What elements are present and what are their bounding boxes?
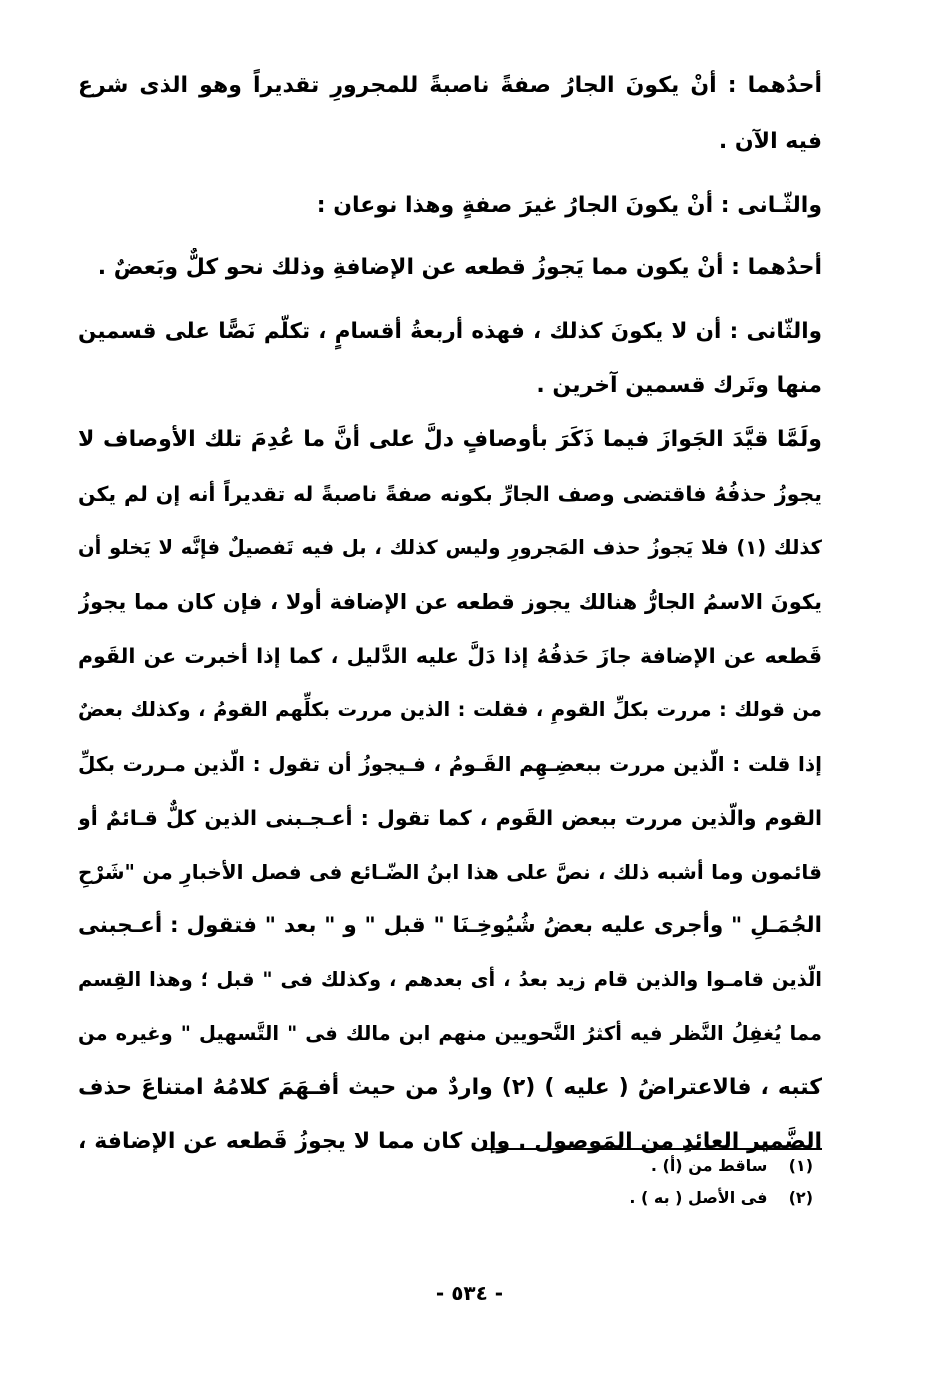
text-line: قائمون وما أشبه ذلك ، نصَّ على هذا ابنُ الضّـائع فى فصل الأخبارِ من "شَرْحِ: [78, 860, 822, 884]
footnote-1: [651, 1155, 813, 1177]
text-line: القوم والّذين مررت ببعض القَوم ، كما تقول : أعـجـبنى الذين كلٌّ قـائمٌ أو: [78, 806, 822, 830]
main-text: [78, 66, 822, 1154]
text-line: الجُمَـلِ " وأجرى عليه بعضُ شُيُوخِـنَا " قبل " و " بعد " فتقول : أعـجبنى: [78, 913, 822, 938]
text-line: كذلك (١) فلا يَجوزُ حذف المَجرورِ وليس كذلك ، بل فيه تَفصيلٌ فإنَّه لا يَخلو أن: [78, 536, 822, 559]
text-line: قَطعه عن الإضافة جازَ حَذفُهُ إذا دَلَّ عليه الدَّليل ، كما إذا أخبرت عن القَوم: [78, 644, 822, 668]
text-line: يكونَ الاسمُ الجارُّ هنالك يجوز قطعه عن الإضافة أولا ، فإن كان مما يجوزُ: [78, 590, 822, 614]
text-line: أحدُهما : أنْ يكونَ الجارُ صفةً ناصبةً للمجرورِ تقديراً وهو الذى شرع: [78, 73, 822, 98]
text-line: مما يُغفِلُ النَّظر فيه أكثرُ النَّحويين منهم ابن مالك فى " التَّسهيل " وغيره من: [78, 1022, 822, 1045]
footnote-2: [629, 1187, 813, 1209]
text-line: كتبه ، فالاعتراضُ ( عليه ) (٢) واردٌ من حيث أفـهَمَ كلامُهُ امتناعَ حذف: [78, 1075, 822, 1100]
text-line: يجوزُ حذفُهُ فاقتضى وصف الجارِّ بكونه صفةً ناصبةً له تقديراً أنه إن لم يكن: [78, 482, 822, 506]
text-line: فيه الآن .: [718, 129, 822, 154]
footnote-marker: (١): [788, 1156, 813, 1175]
text-line: الّذين قامـوا والذين قام زيد بعدُ ، أى بعدهم ، وكذلك فى " قبل ؛ وهذا القِسم: [78, 968, 822, 991]
footnote-text: فى الأصل ( به ) .: [629, 1188, 768, 1207]
footnote-text: ساقط من (أ) .: [650, 1156, 768, 1175]
text-line: والثّـانى : أنْ يكونَ الجارُ غيرَ صفةٍ وهذا نوعان :: [316, 193, 822, 218]
text-line: ولَمَّا قيَّدَ الجَوازَ فيما ذَكَرَ بأوصافٍ دلَّ على أنَّ ما عُدِمَ تلك الأوصاف لا: [78, 427, 822, 452]
footnote-marker: (٢): [788, 1188, 813, 1207]
text-line: إذا قلت : الّذين مررت ببعضِـهِم القَـومُ ، فـيجوزُ أن تقول : الّذين مـررت بكلِّ: [78, 752, 822, 776]
text-line: والثّانى : أن لا يكونَ كذلك ، فهذه أربعةُ أقسامٍ ، تكلّم نَصًّا على قسمين: [78, 319, 822, 344]
text-line: أحدُهما : أنْ يكون مما يَجوزُ قطعه عن الإضافةِ وذلك نحو كلٌّ وبَعضٌ .: [97, 255, 822, 280]
text-line: من قولك : مررت بكلِّ القومِ ، فقلت : الذين مررت بكلِّهم القومُ ، وكذلك بعضٌ: [78, 698, 822, 721]
footnote-divider: [484, 1148, 822, 1150]
page-number: - ٥٣٤ -: [435, 1281, 504, 1305]
text-line: منها وتَرك قسمين آخرين .: [536, 373, 822, 398]
text-line: الضَّمير العائدِ من المَوصول . وإن كان مما لا يجوزُ قَطعه عن الإضافة ،: [78, 1129, 822, 1154]
